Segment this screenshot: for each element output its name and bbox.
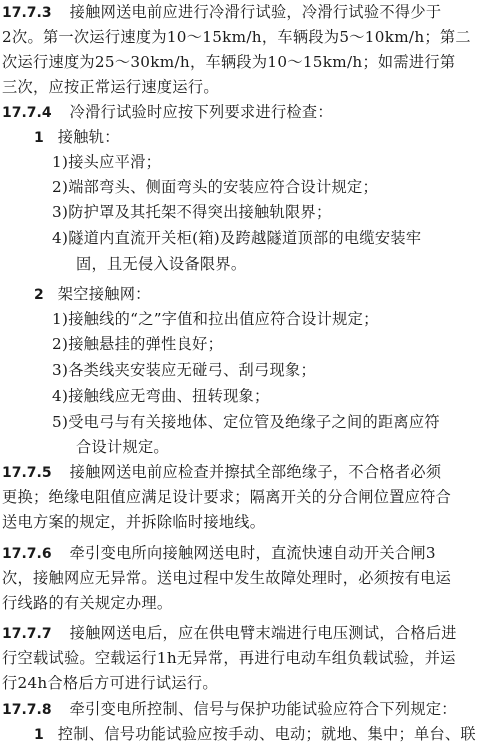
subitem-2: 2)接触悬挂的弹性良好； xyxy=(52,335,224,353)
clause-text: 接触网送电后，应在供电臂末端进行电压测试，合格后进 xyxy=(69,624,457,642)
clause-number: 17.7.3 xyxy=(2,5,52,21)
clause-17-7-4-line-1 xyxy=(2,102,333,123)
clause-17-7-7-line-3: 行24h合格后方可进行试运行。 xyxy=(2,674,218,692)
clause-17-7-3-line-1 xyxy=(2,2,441,23)
clause-17-7-6-line-3: 行线路的有关规定办理。 xyxy=(2,594,173,612)
item-2-heading xyxy=(34,284,151,305)
clause-17-7-6-line-2: 次，接触网应无异常。送电过程中发生故障处理时，必须按有电运 xyxy=(2,569,452,587)
clause-text: 接触网送电前应检查并擦拭全部绝缘子，不合格者必须 xyxy=(69,463,442,481)
subitem-4-line-2: 固，且无侵入设备限界。 xyxy=(76,255,247,273)
clause-number: 17.7.4 xyxy=(2,105,52,121)
subitem-3: 3)各类线夹安装应无碰弓、刮弓现象； xyxy=(52,361,316,379)
clause-17-7-3-line-2: 2次。第一次运行速度为10～15km/h，车辆段为5～10km/h；第二 xyxy=(2,28,471,46)
clause-17-7-7-line-1 xyxy=(2,623,457,644)
subitem-1: 1)接头应平滑； xyxy=(52,153,162,171)
clause-number: 17.7.8 xyxy=(2,702,52,718)
clause-17-7-6-line-1 xyxy=(2,543,436,564)
subitem-2: 2)端部弯头、侧面弯头的安装应符合设计规定； xyxy=(52,178,378,196)
subitem-3: 3)防护罩及其托架不得突出接触轨限界； xyxy=(52,203,332,221)
item-text: 控制、信号功能试验应按手动、电动；就地、集中；单台、联 xyxy=(57,725,476,743)
subitem-1: 1)接触线的“之”字值和拉出值应符合设计规定； xyxy=(52,310,379,328)
item-title: 架空接触网： xyxy=(57,285,151,303)
clause-text: 牵引变电所控制、信号与保护功能试验应符合下列规定： xyxy=(69,700,457,718)
clause-number: 17.7.7 xyxy=(2,626,52,642)
subitem-4: 4)接触线应无弯曲、扭转现象； xyxy=(52,387,270,405)
clause-number: 17.7.5 xyxy=(2,465,52,481)
clause-number: 17.7.6 xyxy=(2,546,52,562)
clause-17-7-7-line-2: 行空载试验。空载运行1h无异常，再进行电动车组负载试验，并运 xyxy=(2,649,456,667)
item-1-line-1 xyxy=(34,724,476,745)
clause-text: 牵引变电所向接触网送电时，直流快速自动开关合闸3 xyxy=(69,544,436,562)
clause-17-7-3-line-4: 三次，应按正常运行速度运行。 xyxy=(2,78,219,96)
clause-text: 接触网送电前应进行冷滑行试验，冷滑行试验不得少于 xyxy=(69,3,442,21)
subitem-5-line-1: 5)受电弓与有关接地体、定位管及绝缘子之间的距离应符 xyxy=(52,413,440,431)
clause-17-7-5-line-3: 送电方案的规定，并拆除临时接地线。 xyxy=(2,513,266,531)
clause-17-7-3-line-3: 次运行速度为25～30km/h，车辆段为10～15km/h；如需进行第 xyxy=(2,53,456,71)
subitem-4-line-1: 4)隧道内直流开关柜(箱)及跨越隧道顶部的电缆安装牢 xyxy=(52,229,422,247)
clause-17-7-8-line-1 xyxy=(2,699,457,720)
item-title: 接触轨： xyxy=(57,128,120,146)
clause-text: 冷滑行试验时应按下列要求进行检查： xyxy=(69,103,333,121)
item-number: 1 xyxy=(34,130,44,146)
clause-17-7-5-line-1 xyxy=(2,462,441,483)
clause-17-7-5-line-2: 更换；绝缘电阻值应满足设计要求；隔离开关的分合闸位置应符合 xyxy=(2,488,452,506)
item-number: 1 xyxy=(34,727,44,743)
subitem-5-line-2: 合设计规定。 xyxy=(76,438,169,456)
item-1-heading xyxy=(34,127,120,148)
item-number: 2 xyxy=(34,287,44,303)
